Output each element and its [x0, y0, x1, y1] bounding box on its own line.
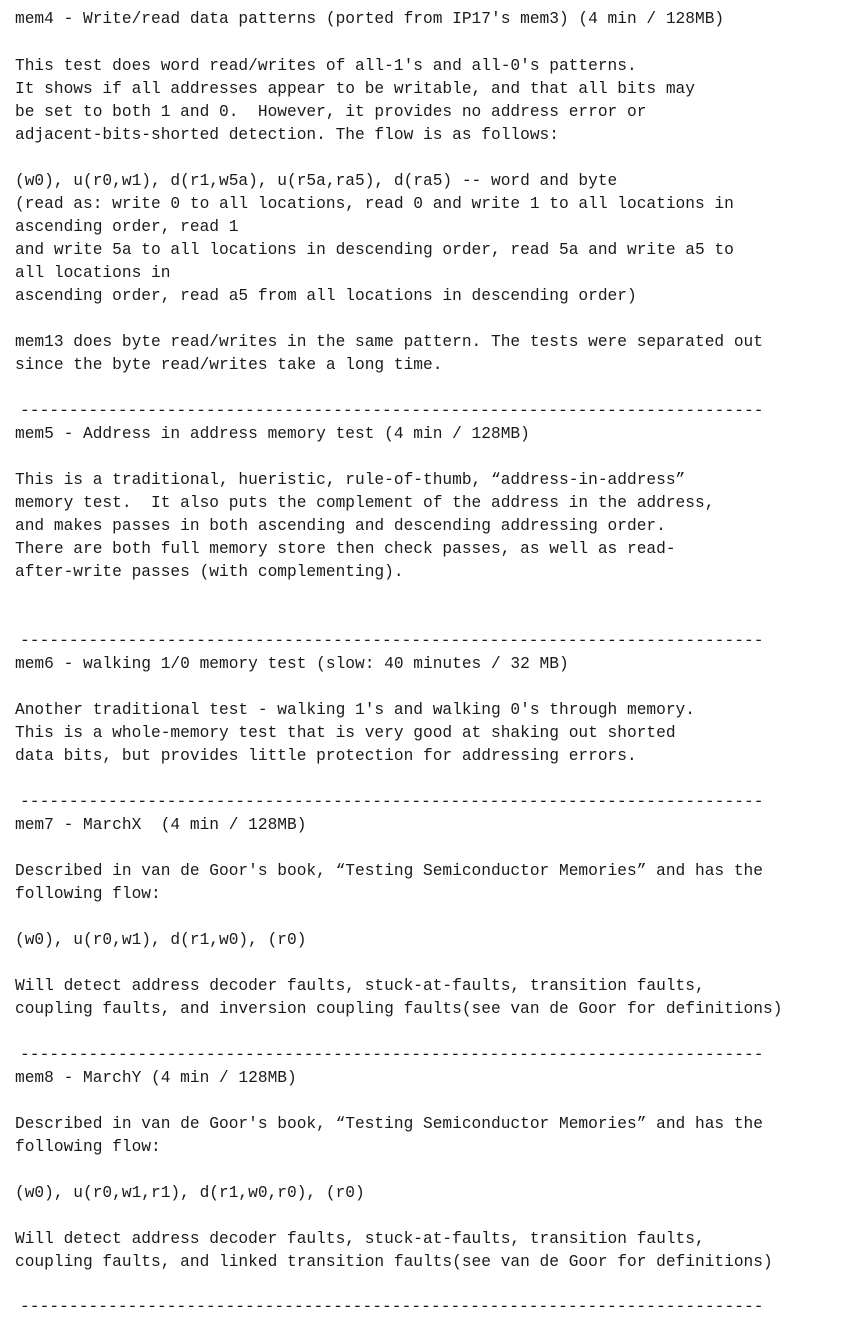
text-line: after-write passes (with complementing). — [15, 563, 404, 581]
text-line: coupling faults, and inversion coupling faults(see van de Goor for definitions) — [15, 1000, 783, 1018]
text-line: adjacent-bits-shorted detection. The flow is as follows: — [15, 126, 559, 144]
section-heading-mem7: mem7 - MarchX (4 min / 128MB) — [15, 816, 307, 834]
section-divider: ---------------------------------------------------------------------------- — [20, 793, 764, 811]
section-heading-mem8: mem8 - MarchY (4 min / 128MB) — [15, 1069, 297, 1087]
text-line: (w0), u(r0,w1), d(r1,w5a), u(r5a,ra5), d(ra5) -- word and byte — [15, 172, 618, 190]
text-line: (w0), u(r0,w1,r1), d(r1,w0,r0), (r0) — [15, 1184, 365, 1202]
text-line: since the byte read/writes take a long time. — [15, 356, 443, 374]
text-line: Will detect address decoder faults, stuck-at-faults, transition faults, — [15, 1230, 705, 1248]
text-line: coupling faults, and linked transition faults(see van de Goor for definitions) — [15, 1253, 773, 1271]
section-heading-mem4: mem4 - Write/read data patterns (ported from IP17's mem3) (4 min / 128MB) — [15, 10, 725, 28]
text-line: (w0), u(r0,w1), d(r1,w0), (r0) — [15, 931, 307, 949]
text-line: memory test. It also puts the complement of the address in the address, — [15, 494, 715, 512]
text-line: be set to both 1 and 0. However, it provides no address error or — [15, 103, 647, 121]
text-line: and write 5a to all locations in descending order, read 5a and write a5 to — [15, 241, 734, 259]
section-divider: ---------------------------------------------------------------------------- — [20, 632, 764, 650]
text-line: ascending order, read a5 from all locations in descending order) — [15, 287, 637, 305]
document-page — [15, 0, 843, 1327]
text-line: There are both full memory store then check passes, as well as read- — [15, 540, 676, 558]
text-line: mem13 does byte read/writes in the same pattern. The tests were separated out — [15, 333, 763, 351]
text-line: following flow: — [15, 885, 161, 903]
text-line: Will detect address decoder faults, stuck-at-faults, transition faults, — [15, 977, 705, 995]
section-divider: ---------------------------------------------------------------------------- — [20, 402, 764, 420]
text-line: all locations in — [15, 264, 171, 282]
text-line: This is a whole-memory test that is very good at shaking out shorted — [15, 724, 676, 742]
text-line: data bits, but provides little protection for addressing errors. — [15, 747, 637, 765]
section-heading-mem5: mem5 - Address in address memory test (4 min / 128MB) — [15, 425, 530, 443]
text-line: It shows if all addresses appear to be writable, and that all bits may — [15, 80, 695, 98]
text-line: following flow: — [15, 1138, 161, 1156]
text-line: (read as: write 0 to all locations, read 0 and write 1 to all locations in — [15, 195, 734, 213]
text-line: Another traditional test - walking 1's and walking 0's through memory. — [15, 701, 695, 719]
text-line: Described in van de Goor's book, “Testing Semiconductor Memories” and has the — [15, 1115, 763, 1133]
text-line: Described in van de Goor's book, “Testing Semiconductor Memories” and has the — [15, 862, 763, 880]
text-line: ascending order, read 1 — [15, 218, 239, 236]
section-divider: ---------------------------------------------------------------------------- — [20, 1298, 764, 1316]
text-line: This test does word read/writes of all-1's and all-0's patterns. — [15, 57, 637, 75]
section-heading-mem6: mem6 - walking 1/0 memory test (slow: 40 minutes / 32 MB) — [15, 655, 569, 673]
text-line: This is a traditional, hueristic, rule-of-thumb, “address-in-address” — [15, 471, 686, 489]
text-line: and makes passes in both ascending and descending addressing order. — [15, 517, 666, 535]
section-divider: ---------------------------------------------------------------------------- — [20, 1046, 764, 1064]
